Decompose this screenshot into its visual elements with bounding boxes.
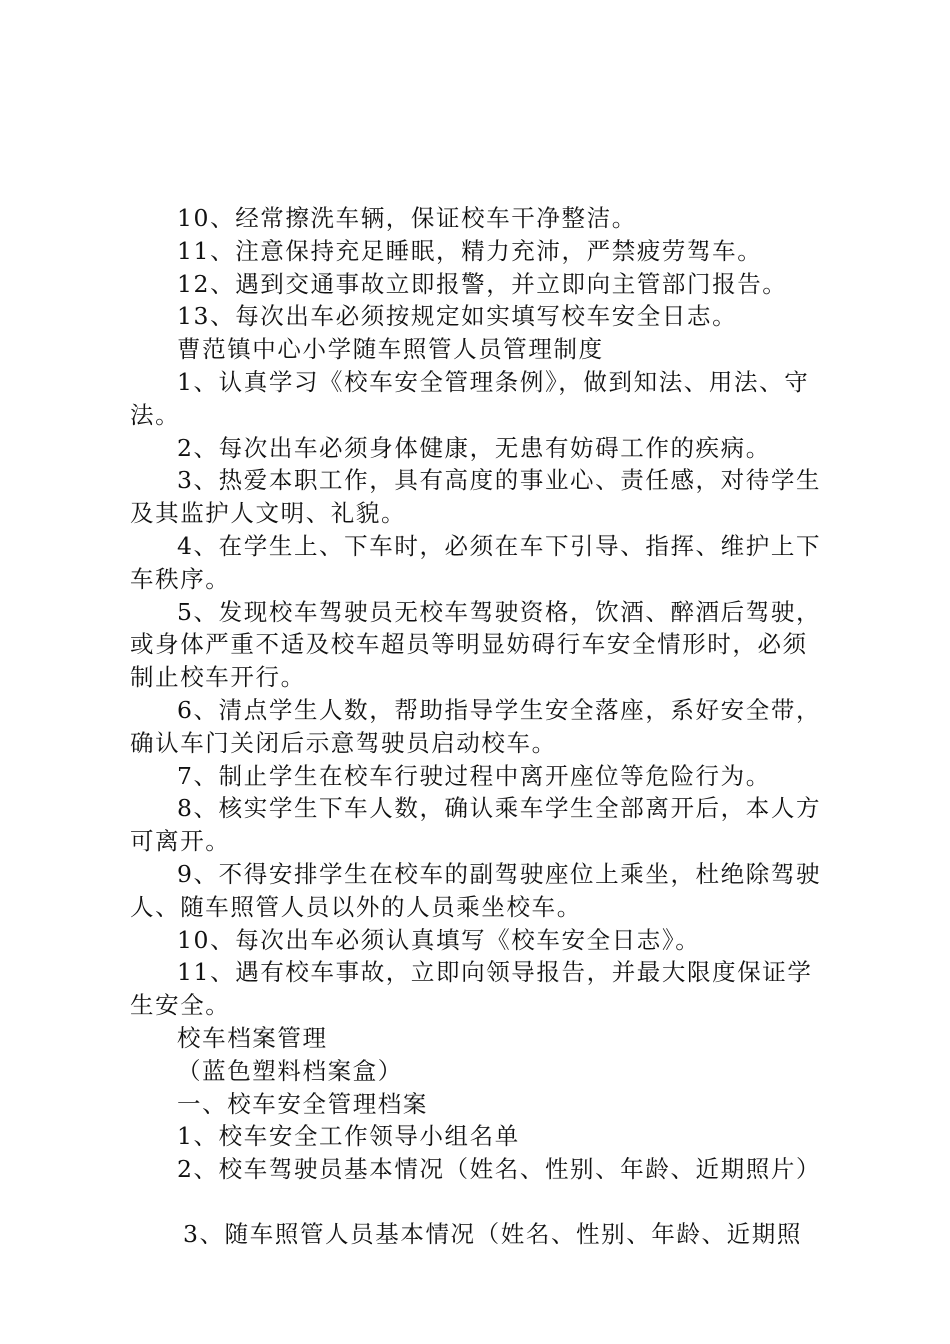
archive-section-1-heading: 一、校车安全管理档案	[177, 1089, 428, 1118]
attendant-rule-4-cont: 车秩序。	[130, 564, 231, 593]
attendant-rule-11: 11、遇有校车事故，立即向领导报告，并最大限度保证学	[177, 958, 813, 987]
attendant-rule-9-cont: 人、随车照管人员以外的人员乘坐校车。	[130, 892, 582, 921]
attendant-rule-1-cont: 法。	[130, 400, 181, 429]
paragraph-gap	[130, 1186, 835, 1218]
attendant-rule-6: 6、清点学生人数，帮助指导学生安全落座，系好安全带，	[177, 695, 822, 724]
archive-item-2: 2、校车驾驶员基本情况（姓名、性别、年龄、近期照片）	[177, 1155, 822, 1184]
rule-13-safety-log: 13、每次出车必须按规定如实填写校车安全日志。	[177, 302, 738, 331]
attendant-rule-5: 5、发现校车驾驶员无校车驾驶资格，饮酒、醉酒后驾驶，	[177, 597, 822, 626]
section-heading-attendant-rules: 曹范镇中心小学随车照管人员管理制度	[177, 335, 604, 364]
attendant-rule-10: 10、每次出车必须认真填写《校车安全日志》。	[177, 925, 701, 954]
attendant-rule-5-cont: 或身体严重不适及校车超员等明显妨碍行车安全情形时，必须	[130, 630, 808, 659]
attendant-rule-11-cont: 生安全。	[130, 991, 231, 1020]
attendant-rule-2: 2、每次出车必须身体健康，无患有妨碍工作的疾病。	[177, 433, 771, 462]
archive-item-3: 3、随车照管人员基本情况（姓名、性别、年龄、近期照	[183, 1219, 802, 1248]
attendant-rule-8-cont: 可离开。	[130, 827, 231, 856]
attendant-rule-7: 7、制止学生在校车行驶过程中离开座位等危险行为。	[177, 761, 771, 790]
attendant-rule-9: 9、不得安排学生在校车的副驾驶座位上乘坐，杜绝除驾驶	[177, 859, 822, 888]
document-body	[130, 202, 835, 1251]
section-heading-archive: 校车档案管理	[177, 1023, 328, 1052]
attendant-rule-1: 1、认真学习《校车安全管理条例》，做到知法、用法、守	[177, 367, 810, 396]
archive-item-1: 1、校车安全工作领导小组名单	[177, 1122, 520, 1151]
attendant-rule-6-cont: 确认车门关闭后示意驾驶员启动校车。	[130, 728, 557, 757]
rule-12-accident-report: 12、遇到交通事故立即报警，并立即向主管部门报告。	[177, 269, 788, 298]
rule-10-wash-vehicle: 10、经常擦洗车辆，保证校车干净整洁。	[177, 204, 637, 232]
archive-box-note: （蓝色塑料档案盒）	[177, 1056, 403, 1085]
attendant-rule-5-cont-2: 制止校车开行。	[130, 663, 306, 692]
attendant-rule-4: 4、在学生上、下车时，必须在车下引导、指挥、维护上下	[177, 531, 822, 560]
rule-11-sleep: 11、注意保持充足睡眠，精力充沛，严禁疲劳驾车。	[177, 236, 763, 265]
attendant-rule-3: 3、热爱本职工作，具有高度的事业心、责任感，对待学生	[177, 466, 822, 495]
attendant-rule-8: 8、核实学生下车人数，确认乘车学生全部离开后，本人方	[177, 794, 822, 823]
attendant-rule-3-cont: 及其监护人文明、礼貌。	[130, 499, 407, 528]
